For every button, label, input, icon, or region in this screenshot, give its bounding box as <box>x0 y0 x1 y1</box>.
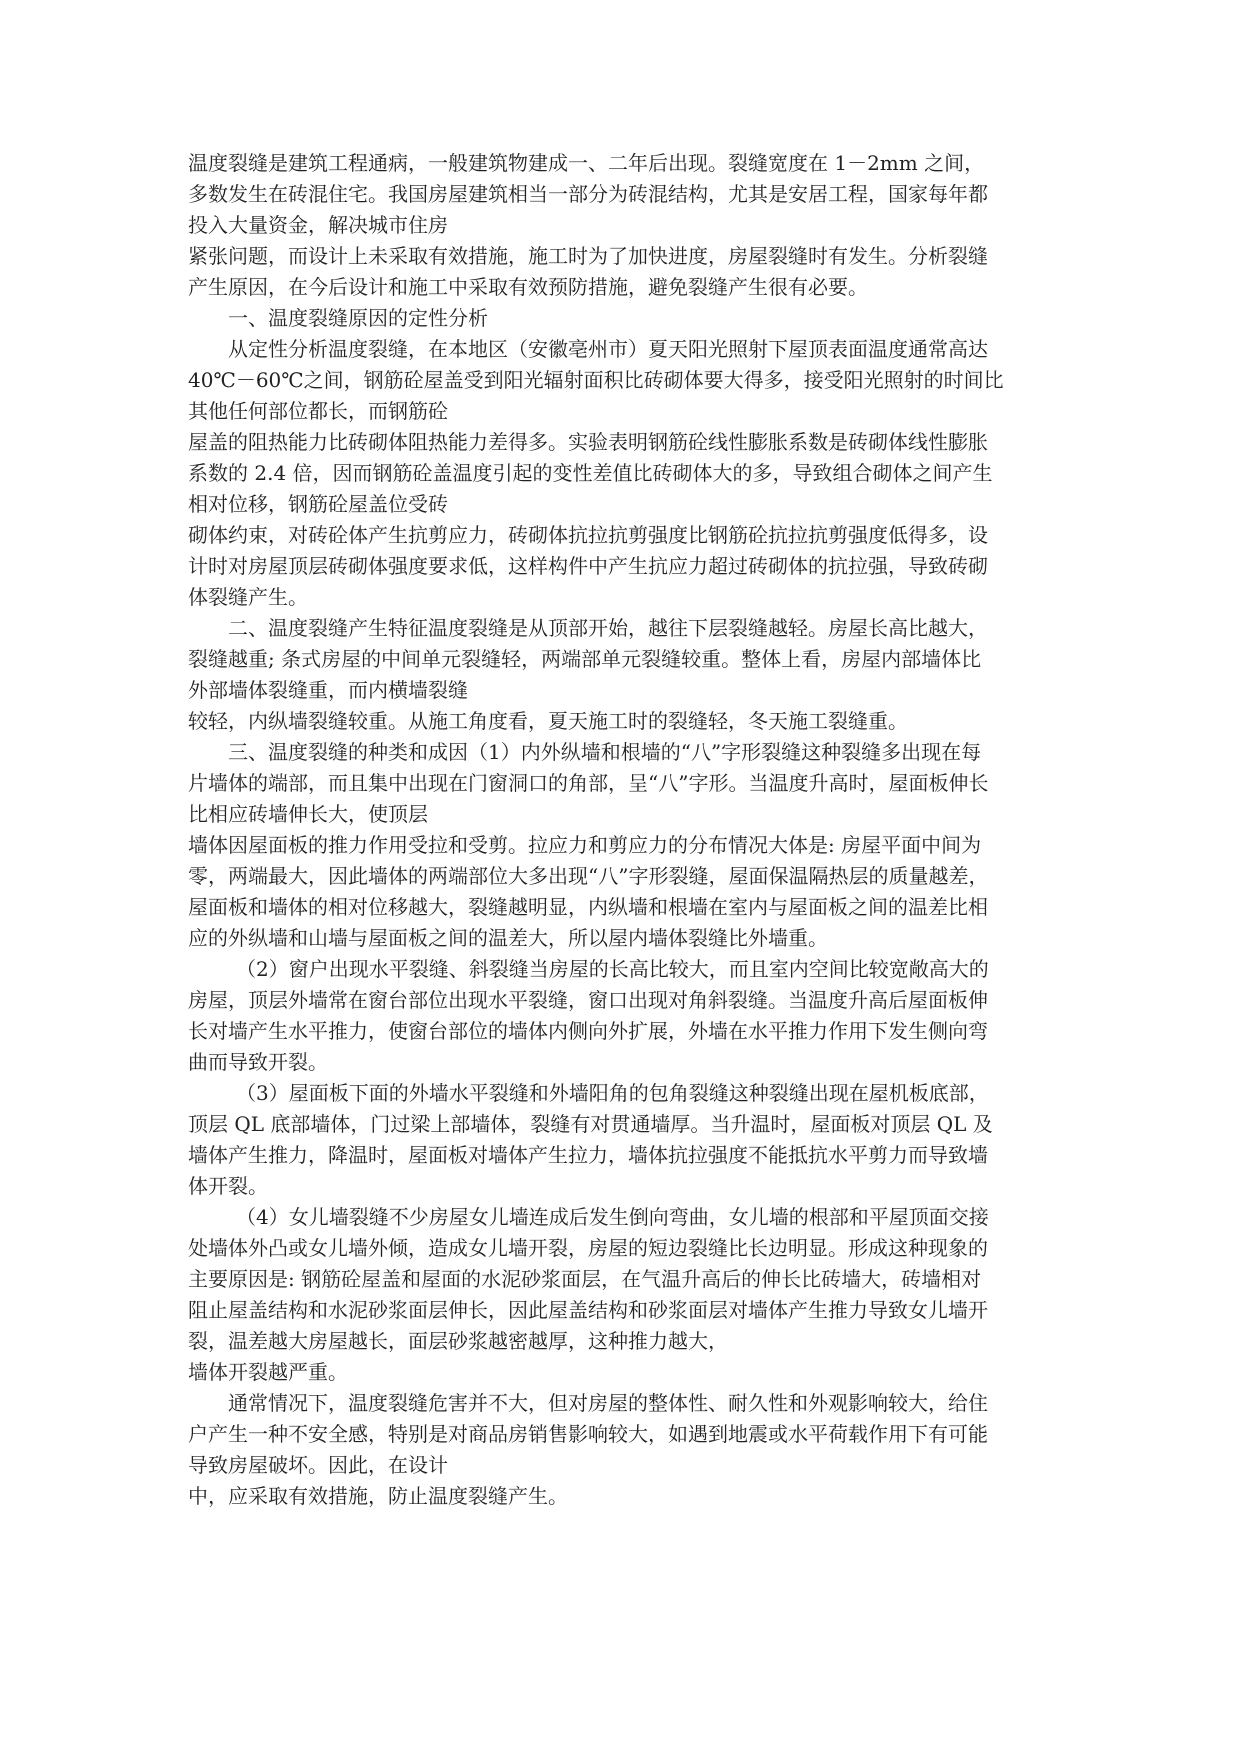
text-line: 二、温度裂缝产生特征温度裂缝是从顶部开始，越往下层裂缝越轻。房屋长高比越大， <box>228 616 988 640</box>
text-line: 较轻，内纵墙裂缝较重。从施工角度看，夏天施工时的裂缝轻，冬天施工裂缝重。 <box>188 709 908 733</box>
text-line: 零，两端最大，因此墙体的两端部位大多出现“八”字形裂缝，屋面保温隔热层的质量越差， <box>188 864 989 888</box>
text-line: 系数的 2.4 倍，因而钢筋砼盖温度引起的变性差值比砖砌体大的多，导致组合砌体之间产生 <box>188 461 993 485</box>
text-line: 墙体产生推力，降温时，屋面板对墙体产生拉力，墙体抗拉强度不能抵抗水平剪力而导致墙 <box>188 1143 988 1167</box>
text-line: 长对墙产生水平推力，使窗台部位的墙体内侧向外扩展，外墙在水平推力作用下发生侧向弯 <box>188 1019 988 1043</box>
text-line: 体开裂。 <box>188 1174 268 1198</box>
text-line: （4）女儿墙裂缝不少房屋女儿墙连成后发生倒向弯曲，女儿墙的根部和平屋顶面交接 <box>236 1205 989 1229</box>
text-line: 应的外纵墙和山墙与屋面板之间的温差大，所以屋内墙体裂缝比外墙重。 <box>188 926 828 950</box>
document-page <box>188 148 1054 1512</box>
text-line: 屋盖的阻热能力比砖砌体阻热能力差得多。实验表明钢筋砼线性膨胀系数是砖砌体线性膨胀 <box>188 430 988 454</box>
text-line: 阻止屋盖结构和水泥砂浆面层伸长，因此屋盖结构和砂浆面层对墙体产生推力导致女儿墙开 <box>188 1298 988 1322</box>
text-line: 一、温度裂缝原因的定性分析 <box>228 306 488 330</box>
text-line: 屋面板和墙体的相对位移越大，裂缝越明显，内纵墙和根墙在室内与屋面板之间的温差比相 <box>188 895 988 919</box>
text-line: 户产生一种不安全感，特别是对商品房销售影响较大，如遇到地震或水平荷载作用下有可能 <box>188 1422 988 1446</box>
text-line: 顶层 QL 底部墙体，门过梁上部墙体，裂缝有对贯通墙厚。当升温时，屋面板对顶层 QL 及 <box>188 1112 993 1136</box>
text-line: 处墙体外凸或女儿墙外倾，造成女儿墙开裂，房屋的短边裂缝比长边明显。形成这种现象的 <box>188 1236 988 1260</box>
text-line: 多数发生在砖混住宅。我国房屋建筑相当一部分为砖混结构，尤其是安居工程，国家每年都 <box>188 182 988 206</box>
text-line: 投入大量资金，解决城市住房 <box>188 213 448 237</box>
text-line: （3）屋面板下面的外墙水平裂缝和外墙阳角的包角裂缝这种裂缝出现在屋机板底部， <box>236 1081 989 1105</box>
text-line: 外部墙体裂缝重，而内横墙裂缝 <box>188 678 468 702</box>
text-line: 裂，温差越大房屋越长，面层砂浆越密越厚，这种推力越大， <box>188 1329 728 1353</box>
text-line: 从定性分析温度裂缝，在本地区（安徽亳州市）夏天阳光照射下屋顶表面温度通常高达 <box>228 337 988 361</box>
text-line: 中，应采取有效措施，防止温度裂缝产生。 <box>188 1484 568 1508</box>
text-line: 曲而导致开裂。 <box>188 1050 328 1074</box>
text-line: 温度裂缝是建筑工程通病，一般建筑物建成一、二年后出现。裂缝宽度在 1－2mm 之间， <box>188 151 985 175</box>
text-line: 墙体开裂越严重。 <box>188 1360 348 1384</box>
text-line: 体裂缝产生。 <box>188 585 308 609</box>
text-line: 产生原因，在今后设计和施工中采取有效预防措施，避免裂缝产生很有必要。 <box>188 275 868 299</box>
text-line: 40℃－60℃之间，钢筋砼屋盖受到阳光辐射面积比砖砌体要大得多，接受阳光照射的时间比 <box>188 368 1004 392</box>
text-line: 主要原因是: 钢筋砼屋盖和屋面的水泥砂浆面层，在气温升高后的伸长比砖墙大，砖墙相对 <box>188 1267 982 1291</box>
text-line: 比相应砖墙伸长大，使顶层 <box>188 802 428 826</box>
text-line: 房屋，顶层外墙常在窗台部位出现水平裂缝，窗口出现对角斜裂缝。当温度升高后屋面板伸 <box>188 988 988 1012</box>
text-line: 其他任何部位都长，而钢筋砼 <box>188 399 448 423</box>
text-line: 紧张问题，而设计上未采取有效措施，施工时为了加快进度，房屋裂缝时有发生。分析裂缝 <box>188 244 988 268</box>
text-line: 砌体约束，对砖砼体产生抗剪应力，砖砌体抗拉抗剪强度比钢筋砼抗拉抗剪强度低得多，设 <box>188 523 988 547</box>
text-line: 计时对房屋顶层砖砌体强度要求低，这样构件中产生抗应力超过砖砌体的抗拉强，导致砖砌 <box>188 554 988 578</box>
text-line: 三、温度裂缝的种类和成因（1）内外纵墙和根墙的“八”字形裂缝这种裂缝多出现在每 <box>228 740 982 764</box>
text-line: 裂缝越重; 条式房屋的中间单元裂缝轻，两端部单元裂缝较重。整体上看，房屋内部墙体比 <box>188 647 982 671</box>
text-line: 相对位移，钢筋砼屋盖位受砖 <box>188 492 448 516</box>
text-line: 片墙体的端部，而且集中出现在门窗洞口的角部，呈“八”字形。当温度升高时，屋面板伸长 <box>188 771 989 795</box>
text-line: 导致房屋破坏。因此，在设计 <box>188 1453 448 1477</box>
text-line: （2）窗户出现水平裂缝、斜裂缝当房屋的长高比较大，而且室内空间比较宽敞高大的 <box>236 957 989 981</box>
text-line: 通常情况下，温度裂缝危害并不大，但对房屋的整体性、耐久性和外观影响较大，给住 <box>228 1391 988 1415</box>
text-line: 墙体因屋面板的推力作用受拉和受剪。拉应力和剪应力的分布情况大体是: 房屋平面中间为 <box>188 833 982 857</box>
